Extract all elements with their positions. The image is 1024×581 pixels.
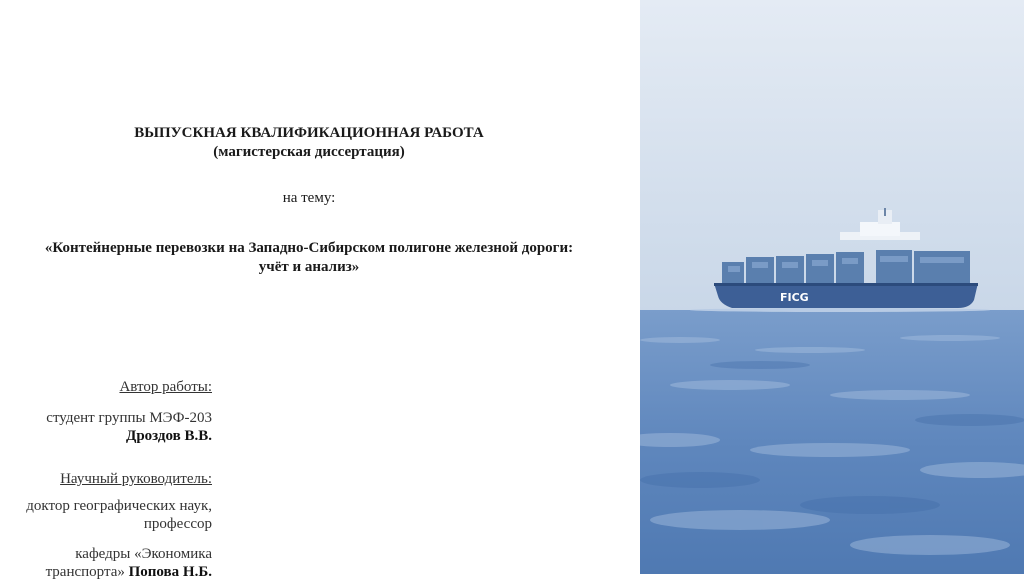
topic-title-line2: учёт и анализ» (258, 259, 360, 275)
author-heading: Автор работы: (119, 379, 212, 395)
supervisor-heading: Научный руководитель: (60, 471, 212, 487)
author-name: Дроздов В.В. (126, 428, 212, 444)
thesis-subtitle: (магистерская диссертация) (213, 144, 405, 160)
author-block (0, 378, 212, 581)
supervisor-name: Попова Н.Б. (128, 564, 212, 580)
supervisor-degree: доктор географических наук, профессор (26, 498, 212, 532)
title-block (20, 124, 598, 277)
topic-title-line1: «Контейнерные перевозки на Западно-Сибирском полигоне железной дороги: (44, 240, 574, 256)
supervisor-line (0, 545, 212, 581)
author-line (0, 409, 212, 445)
author-group: студент группы МЭФ-203 (46, 410, 212, 426)
thesis-type-title: ВЫПУСКНАЯ КВАЛИФИКАЦИОННАЯ РАБОТА (134, 125, 484, 141)
svg-text:FICG: FICG (780, 291, 809, 304)
container-ship-photo (640, 0, 1024, 574)
topic-intro: на тему: (282, 190, 336, 206)
supervisor-department: кафедры «Экономика транспорта» (45, 546, 212, 580)
